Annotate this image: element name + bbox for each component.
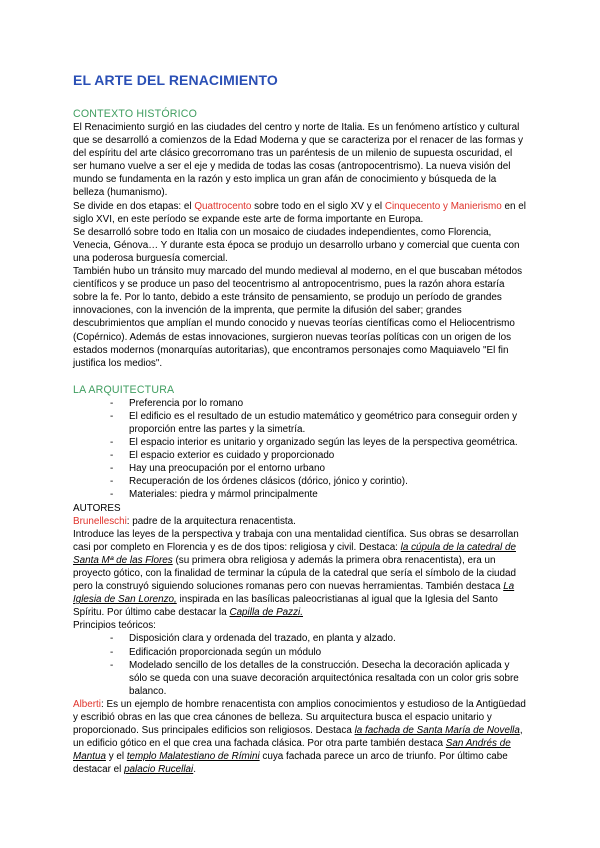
list-item [110,436,527,449]
dash-bullet: - [110,463,114,475]
highlight-quattrocento: Quattrocento [194,200,252,212]
work-link-pazzi: Capilla de Pazzi. [229,607,303,619]
list-item-text: Modelado sencillo de los detalles de la construcción. Desecha la decoración aplicada y sólo se queda con una suave decoración arquitectónica resaltada con un color gris sobre balanco. [129,659,519,697]
list-item [110,632,527,645]
text-run: Se divide en dos etapas: el [73,200,195,212]
text-run: , un edificio gótico en el que crea una fachada clásica. Por otra parte también destaca [73,725,523,750]
list-item [110,475,527,488]
author-name-brunelleschi: Brunelleschi [73,515,127,527]
dash-bullet: - [110,659,114,671]
paragraph-contexto-4: También hubo un tránsito muy marcado del mundo medieval al moderno, en el que buscaban métodos científicos y se produce un paso del teocentrismo al antropocentrismo, pues la razón ahora estaría sobre la fe. Por lo tanto, debido a este tránsito de pensamiento, se produjo un período de grandes innovaciones, con la invención de la imprenta, que permite la difusión del saber; grandes descubrimientos que amplían el mundo conocido y nuevas teorías científicas como el Heliocentrismo (Copérnico). Además de estas innovaciones, surgieron nuevas teorías políticas con un origen de los estados modernos (monarquías autoritarias), que encontramos personajes como Maquiavelo "El fin justifica los medios". [73,266,523,369]
autores-label: AUTORES [73,502,121,514]
text-run: (su primera obra religiosa y además la primera obra renacentista), era un proyecto gótico, con la finalidad de terminar la cúpula de la catedral que sería el símbolo de la ciudad pero la construyó siguiendo soluciones romanas pero con nuevas herramientas. También destaca [73,554,516,593]
list-item-text: Hay una preocupación por el entorno urbano [129,463,325,475]
text-run: y el [105,751,127,763]
list-item [110,397,527,410]
highlight-cinquecento: Cinquecento y Manierismo [384,200,502,212]
list-item-text: El espacio exterior es cuidado y proporcionado [129,450,335,462]
dash-bullet: - [110,410,114,422]
paragraph-contexto-3: Se desarrolló sobre todo en Italia con un mosaico de ciudades independientes, como Florencia, Venecia, Génova… Y durante esta época se produjo un desarrollo urbano y comercial que cuenta con una poderosa burguesía comercial. [73,226,520,264]
author-name-alberti: Alberti [73,698,101,710]
text-run: inspirada en las basílicas paleocristianas al igual que la Iglesia del Santo Spíritu. Por último cabe destacar la [73,594,498,619]
list-item-text: Recuperación de los órdenes clásicos (dórico, jónico y corintio). [129,476,408,488]
dash-bullet: - [110,646,114,658]
text-run: : padre de la arquitectura renacentista. [126,515,296,527]
work-link-malatestiano: templo Malatestiano de Rímini [126,751,260,763]
work-link-cupula: la cúpula de la catedral de Santa Mª de las Flores [73,541,516,566]
text-run: sobre todo en el siglo XV y el [251,200,385,212]
text-run: : Es un ejemplo de hombre renacentista con amplios conocimientos y estudioso de la Antigüedad y escribió obras en las que crea cánones de belleza. Su arquitectura busca el espacio unitario y proporcionado. Sus principales edificios son religiosos. Destaca [73,698,526,737]
dash-bullet: - [110,489,114,501]
principios-list [73,632,527,697]
section-spacer [73,370,527,384]
paragraph-contexto-2 [73,200,527,226]
section-heading-arquitectura: LA ARQUITECTURA [73,383,175,396]
paragraph-contexto-1: El Renacimiento surgió en las ciudades del centro y norte de Italia. Es un fenómeno artístico y cultural que se desarrolló a comienzos de la Edad Moderna y que se caracteriza por el renacer de las formas y del espíritu del arte clásico grecorromano tras un paréntesis de un milenio de supuesta oscuridad, el ser humano vuelve a ser el eje y medida de todas las cosas (antropocentrismo). La nueva visión del mundo se fundamenta en la razón y esto implica un gran afán de conocimiento y búsqueda de la belleza (humanismo). [73,122,524,199]
list-item [110,410,527,436]
text-run: . [193,764,196,776]
list-item-text: El edificio es el resultado de un estudio matemático y geométrico para conseguir orden y proporción entre las partes y la simetría. [129,410,518,435]
work-link-san-andres: San Andrés de Mantua [73,738,511,763]
text-run: Introduce las leyes de la perspectiva y trabaja con una mentalidad científica. Sus obras se desarrollan casi por completo en Florencia y es de dos tipos: religiosa y civil. Destaca: [73,528,519,553]
brunelleschi-heading [73,515,527,528]
dash-bullet: - [110,633,114,645]
list-item [110,462,527,475]
paragraph-alberti [73,698,527,777]
dash-bullet: - [110,476,114,488]
text-run: en el siglo XVI, en este período se expande este arte de forma importante en Europa. [73,200,526,225]
work-link-san-lorenzo: La Iglesia de San Lorenzo, [73,581,515,606]
list-item-text: El espacio interior es unitario y organizado según las leyes de la perspectiva geométrica. [129,437,518,449]
section-heading-contexto: CONTEXTO HISTÓRICO [73,108,198,120]
characteristics-list [73,397,527,502]
dash-bullet: - [110,437,114,449]
list-item-text: Disposición clara y ordenada del trazado, en planta y alzado. [129,633,396,645]
text-run: cuya fachada parece un arco de triunfo. Por último cabe destacar el [73,751,508,776]
list-item [110,646,527,659]
dash-bullet: - [110,450,114,462]
list-item-text: Edificación proporcionada según un módulo [129,646,322,658]
page-title: EL ARTE DEL RENACIMIENTO [73,72,278,88]
list-item [110,659,527,698]
dash-bullet: - [110,397,114,409]
list-item-text: Preferencia por lo romano [129,397,244,409]
work-link-rucellai: palacio Rucellai [124,764,194,776]
principios-label: Principios teóricos: [73,620,156,632]
paragraph-brunelleschi [73,528,527,620]
list-item [110,449,527,462]
list-item [110,488,527,501]
list-item-text: Materiales: piedra y mármol principalmente [129,489,318,501]
work-link-santa-maria-novella: la fachada de Santa María de Novella [354,725,520,737]
